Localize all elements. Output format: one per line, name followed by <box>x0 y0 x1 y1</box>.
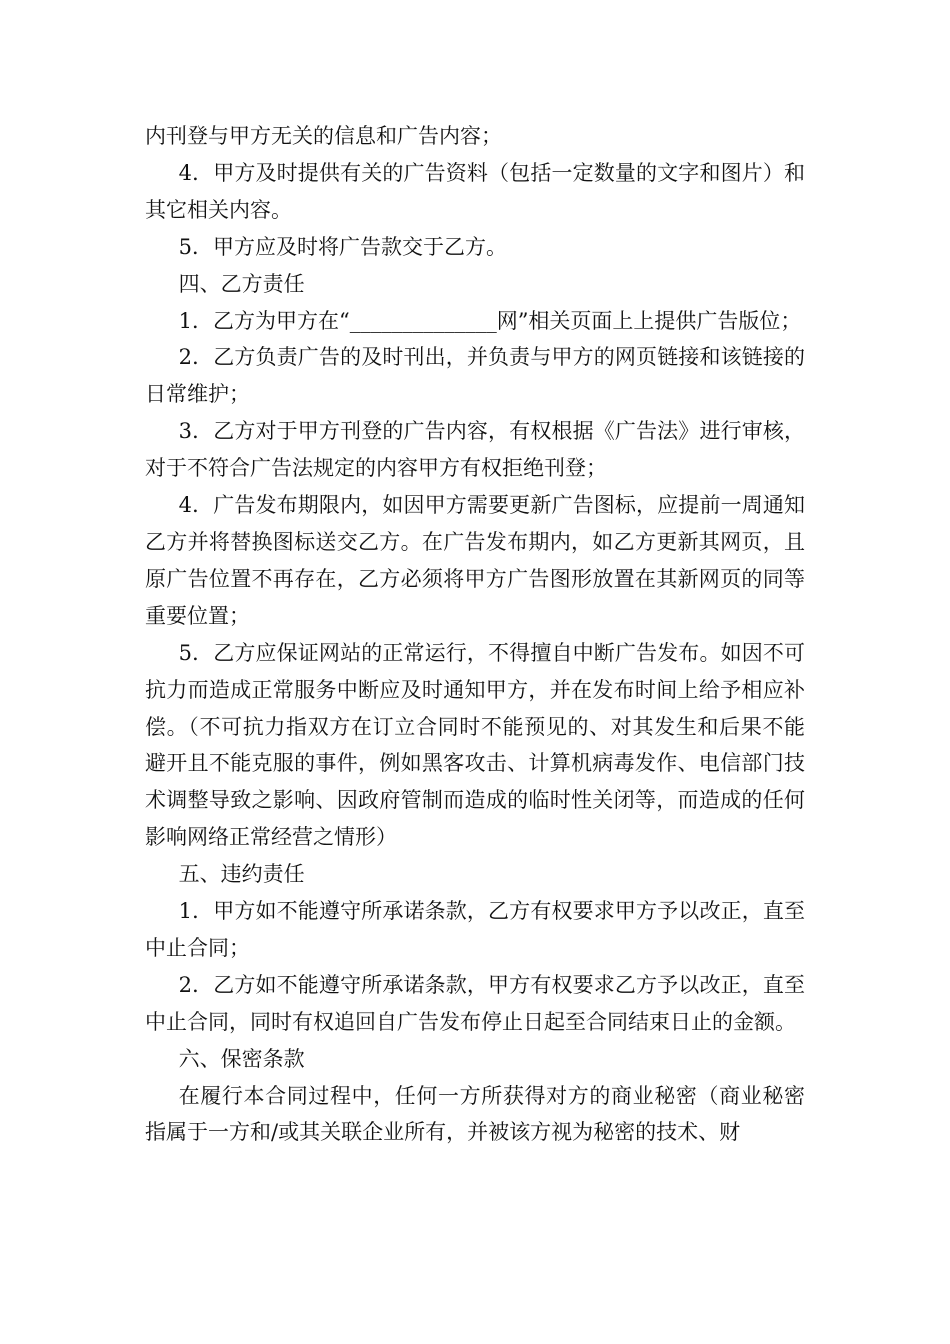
paragraph-party-b-item-3: 3．乙方对于甲方刊登的广告内容，有权根据《广告法》进行审核，对于不符合广告法规定的内容甲方有权拒绝刊登； <box>145 419 805 481</box>
paragraph-confidentiality-body: 在履行本合同过程中，任何一方所获得对方的商业秘密（商业秘密指属于一方和/或其关联企业所有，并被该方视为秘密的技术、财 <box>145 1083 805 1145</box>
paragraph-party-b-item-5: 5．乙方应保证网站的正常运行，不得擅自中断广告发布。如因不可抗力而造成正常服务中断应及时通知甲方，并在发布时间上给予相应补偿。（不可抗力指双方在订立合同时不能预见的、对其发生和后果不能避开且不能克服的事件，例如黑客攻击、计算机病毒发作、电信部门技术调整导致之影响、因政府管制而造成的临时性关闭等，而造成的任何影响网络正常经营之情形） <box>145 640 805 850</box>
section-heading-breach-liability: 五、违约责任 <box>178 862 305 887</box>
paragraph-continuation: 内刊登与甲方无关的信息和广告内容； <box>145 124 502 148</box>
paragraph-party-b-item-2: 2．乙方负责广告的及时刊出，并负责与甲方的网页链接和该链接的日常维护； <box>145 345 805 407</box>
paragraph-breach-item-1: 1．甲方如不能遵守所承诺条款，乙方有权要求甲方予以改正，直至中止合同； <box>145 899 805 960</box>
paragraph-breach-item-2: 2．乙方如不能遵守所承诺条款，甲方有权要求乙方予以改正，直至中止合同，同时有权追回自广告发布停止日起至合同结束日止的金额。 <box>145 972 805 1034</box>
paragraph-party-a-item-4: 4．甲方及时提供有关的广告资料（包括一定数量的文字和图片）和其它相关内容。 <box>145 160 805 222</box>
document-body <box>145 118 805 1151</box>
section-heading-party-b-duties: 四、乙方责任 <box>178 271 305 296</box>
paragraph-party-a-item-5: 5．甲方应及时将广告款交于乙方。 <box>178 234 507 259</box>
paragraph-party-b-item-1: 1．乙方为甲方在“______________网”相关页面上上提供广告版位； <box>178 308 802 333</box>
paragraph-party-b-item-4: 4．广告发布期限内，如因甲方需要更新广告图标，应提前一周通知乙方并将替换图标送交乙方。在广告发布期内，如乙方更新其网页，且原广告位置不再存在，乙方必须将甲方广告图形放置在其新网页的同等重要位置； <box>145 493 805 628</box>
section-heading-confidentiality: 六、保密条款 <box>178 1046 305 1071</box>
